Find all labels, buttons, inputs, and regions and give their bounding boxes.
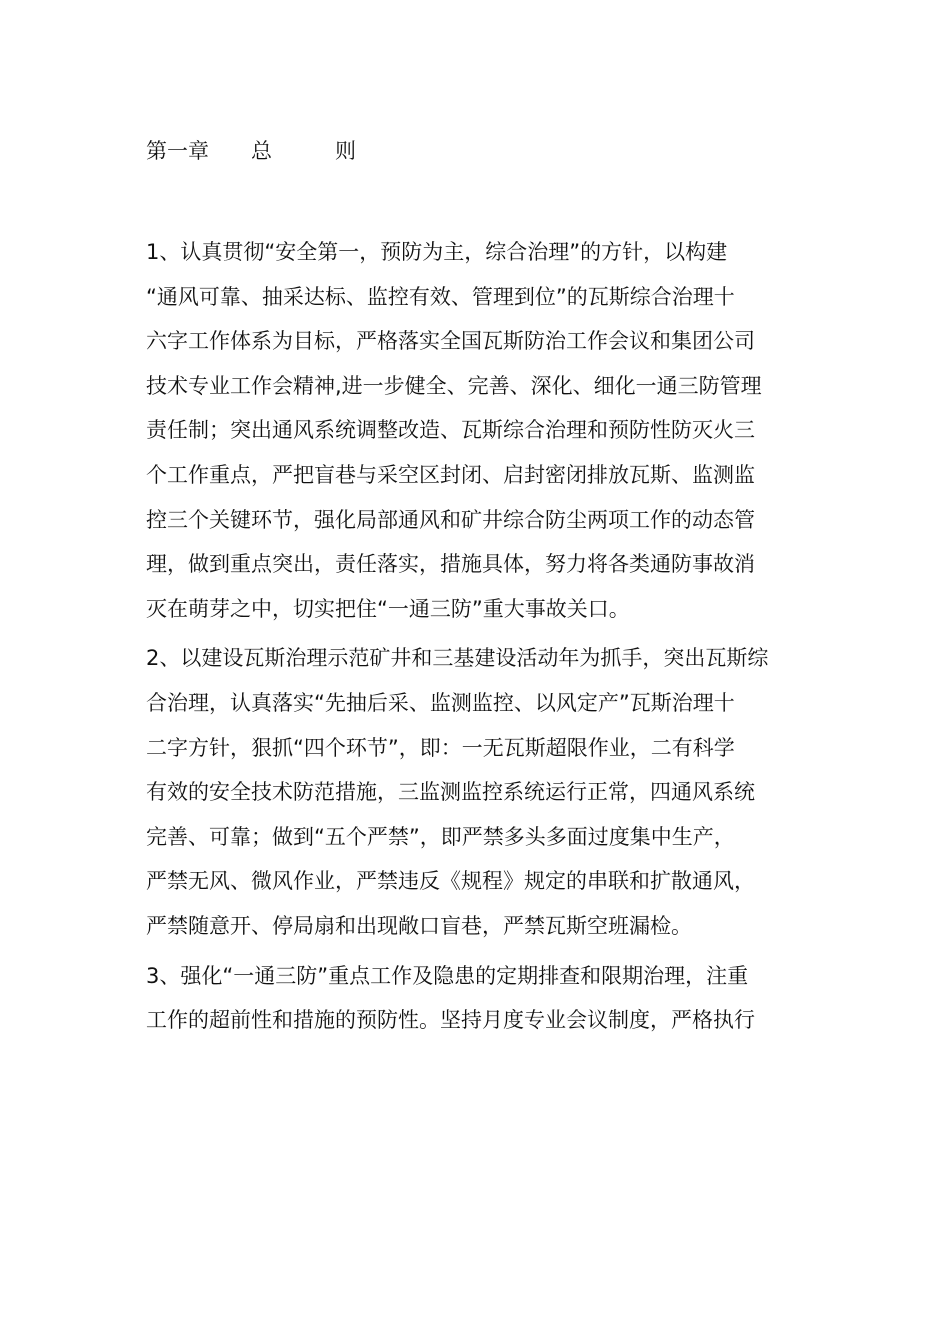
text-line: 二字方针，狠抓“四个环节”，即：一无瓦斯超限作业，二有科学 bbox=[146, 735, 735, 760]
paragraph-2 bbox=[146, 636, 810, 948]
text-line: 2、以建设瓦斯治理示范矿井和三基建设活动年为抓手，突出瓦斯综 bbox=[146, 646, 769, 671]
text-line: 理，做到重点突出，责任落实，措施具体，努力将各类通防事故消 bbox=[146, 552, 755, 577]
text-line: 严禁随意开、停局扇和出现敞口盲巷，严禁瓦斯空班漏检。 bbox=[146, 913, 692, 938]
text-line: 有效的安全技术防范措施，三监测监控系统运行正常，四通风系统 bbox=[146, 780, 755, 805]
text-line: 灭在萌芽之中，切实把住“一通三防”重大事故关口。 bbox=[146, 596, 630, 621]
text-line: 1、认真贯彻“安全第一，预防为主，综合治理”的方针，以构建 bbox=[146, 240, 728, 264]
text-line: 六字工作体系为目标，严格落实全国瓦斯防治工作会议和集团公司 bbox=[146, 329, 755, 354]
text-line: 3、强化“一通三防”重点工作及隐患的定期排查和限期治理，注重 bbox=[146, 963, 749, 988]
paragraph-1 bbox=[146, 230, 810, 631]
text-line: 责任制；突出通风系统调整改造、瓦斯综合治理和预防性防灭火三 bbox=[146, 418, 755, 443]
text-line: 技术专业工作会精神,进一步健全、完善、深化、细化一通三防管理 bbox=[146, 373, 762, 398]
document-body bbox=[146, 230, 810, 1048]
text-line: 个工作重点，严把盲巷与采空区封闭、启封密闭排放瓦斯、监测监 bbox=[146, 462, 755, 487]
text-line: 工作的超前性和措施的预防性。坚持月度专业会议制度，严格执行 bbox=[146, 1008, 755, 1033]
text-line: 合治理，认真落实“先抽后采、监测监控、以风定产”瓦斯治理十 bbox=[146, 690, 735, 715]
text-line: “通风可靠、抽采达标、监控有效、管理到位”的瓦斯综合治理十 bbox=[146, 284, 735, 309]
text-line: 严禁无风、微风作业，严禁违反《规程》规定的串联和扩散通风， bbox=[146, 869, 755, 894]
text-line: 控三个关键环节，强化局部通风和矿井综合防尘两项工作的动态管 bbox=[146, 507, 755, 532]
text-line: 完善、可靠；做到“五个严禁”，即严禁多头多面过度集中生产， bbox=[146, 824, 735, 849]
paragraph-3 bbox=[146, 954, 810, 1043]
chapter-title: 第一章 总 则 bbox=[146, 139, 356, 163]
